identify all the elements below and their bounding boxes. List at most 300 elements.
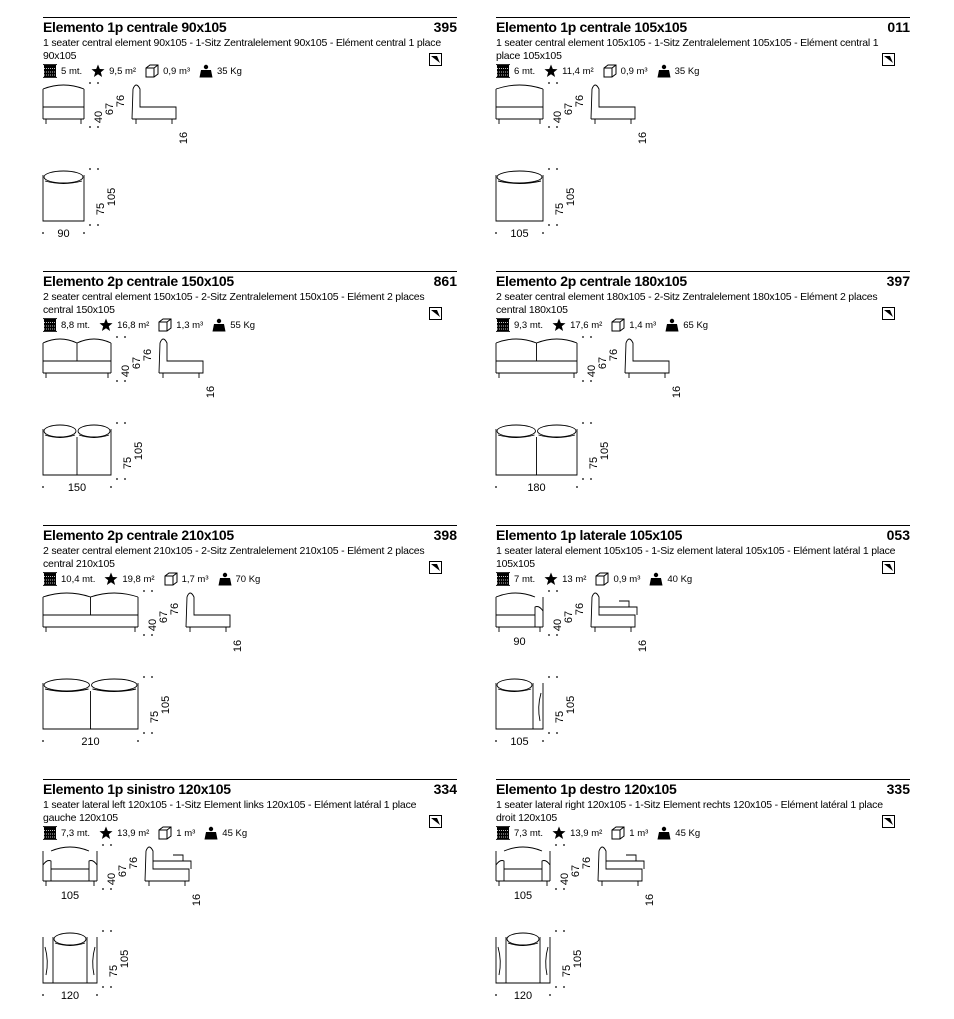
dimension-tick	[556, 590, 558, 592]
dimension-tick	[556, 82, 558, 84]
area-unit: m²	[143, 573, 155, 585]
fabric-icon	[496, 64, 510, 78]
dimension-tick	[97, 82, 99, 84]
volume-spec	[611, 826, 648, 840]
dimension-tick	[549, 994, 551, 996]
side-profile	[625, 339, 669, 373]
area-unit: m²	[138, 319, 150, 331]
dimension-tick	[124, 422, 126, 424]
header-rule	[43, 17, 457, 18]
dimension-tick	[97, 224, 99, 226]
fabric-icon	[496, 572, 510, 586]
dimension-tick	[590, 478, 592, 480]
area-spec	[544, 64, 594, 78]
plan-back-cushion	[92, 679, 138, 691]
weight-icon	[218, 572, 232, 586]
fabric-spec	[496, 318, 543, 332]
side-legs	[190, 627, 226, 632]
side-profile	[598, 847, 642, 881]
product-code: 861	[433, 273, 457, 289]
side-legs	[595, 627, 631, 632]
product-description: 2 seater central element 150x105 - 2-Sitz Zentralelement 150x105 - Elément 2 places central 150x105	[43, 291, 425, 316]
dim-width: 120	[60, 990, 80, 1002]
dimension-tick	[151, 634, 153, 636]
dim-width: 150	[67, 482, 87, 494]
check-symbol-icon	[429, 53, 442, 66]
product-card	[496, 271, 910, 511]
header-rule	[43, 271, 457, 272]
fabric-unit: mt.	[76, 319, 91, 331]
dimension-tick	[102, 986, 104, 988]
volume-spec	[603, 64, 648, 78]
technical-drawing	[43, 845, 303, 1002]
front-legs	[499, 373, 574, 378]
dimension-tick	[124, 380, 126, 382]
dimension-tick	[110, 888, 112, 890]
front-back-cushion	[537, 339, 578, 343]
technical-drawing	[496, 83, 756, 240]
dimension-tick	[556, 732, 558, 734]
fabric-value: 7,3	[514, 827, 528, 839]
volume-unit: m³	[184, 827, 196, 839]
front-arm-right	[535, 607, 543, 628]
fabric-value: 7	[514, 573, 520, 585]
dim-back-height: 76	[608, 348, 620, 362]
area-value: 13,9	[117, 827, 136, 839]
area-spec	[104, 572, 154, 586]
dimension-tick	[116, 478, 118, 480]
dimension-tick	[89, 168, 91, 170]
dim-seat-height: 40	[559, 872, 571, 886]
dim-total-depth: 105	[106, 187, 118, 207]
product-title: Elemento 1p destro 120x105	[496, 781, 677, 797]
front-back-cushion	[43, 593, 91, 597]
dim-seat-height: 40	[552, 618, 564, 632]
front-legs	[499, 627, 540, 632]
fabric-spec	[43, 572, 95, 586]
front-sides	[43, 89, 84, 119]
area-unit: m²	[591, 319, 603, 331]
area-value: 11,4	[562, 65, 580, 77]
fabric-value: 6	[514, 65, 520, 77]
front-legs	[46, 881, 94, 886]
area-value: 13	[562, 573, 573, 585]
fabric-spec	[43, 64, 82, 78]
dimension-tick	[548, 224, 550, 226]
dimension-tick	[89, 82, 91, 84]
volume-spec	[158, 318, 203, 332]
star-icon	[91, 64, 105, 78]
side-profile	[145, 847, 189, 881]
dimension-tick	[563, 930, 565, 932]
plan-back-cushion	[497, 171, 542, 183]
box-icon	[611, 318, 625, 332]
star-icon	[552, 318, 566, 332]
fabric-unit: mt.	[82, 573, 96, 585]
dimension-tick	[143, 634, 145, 636]
area-value: 19,8	[122, 573, 141, 585]
fabric-unit: mt.	[521, 65, 536, 77]
check-symbol-icon	[882, 815, 895, 828]
front-arm-right	[542, 861, 550, 882]
weight-unit: Kg	[230, 65, 242, 77]
dimension-tick	[97, 126, 99, 128]
volume-value: 0,9	[613, 573, 627, 585]
side-legs	[136, 119, 172, 124]
dim-seat-depth: 75	[554, 202, 566, 216]
dim-total-depth: 105	[565, 695, 577, 715]
dimension-tick	[89, 224, 91, 226]
dimension-tick	[582, 478, 584, 480]
fabric-value: 10,4	[61, 573, 80, 585]
dim-back-height: 76	[574, 602, 586, 616]
dim-seat-depth: 75	[588, 456, 600, 470]
weight-spec	[218, 572, 261, 586]
front-back-cushion	[77, 339, 111, 343]
technical-drawing	[496, 337, 756, 494]
volume-spec	[158, 826, 195, 840]
dimension-tick	[590, 422, 592, 424]
dim-arm-height: 67	[597, 356, 609, 370]
dimension-tick	[548, 590, 550, 592]
fabric-icon	[496, 826, 510, 840]
dim-seat-depth: 75	[95, 202, 107, 216]
dim-width: 210	[81, 736, 100, 748]
plan-back-cushion	[54, 933, 86, 945]
front-legs	[499, 119, 540, 124]
front-arm-left	[43, 861, 51, 882]
dimension-tick	[143, 732, 145, 734]
dim-total-depth: 105	[133, 441, 145, 461]
volume-value: 0,9	[620, 65, 634, 77]
dim-seat-height: 40	[93, 110, 105, 124]
header-rule	[43, 525, 457, 526]
weight-icon	[199, 64, 213, 78]
dim-inner-width: 90	[513, 636, 526, 648]
product-code: 334	[433, 781, 457, 797]
product-description: 1 seater central element 90x105 - 1-Sitz Zentralelement 90x105 - Elément central 1 place 90x105	[43, 37, 441, 62]
product-title: Elemento 1p laterale 105x105	[496, 527, 683, 543]
side-legs	[629, 373, 665, 378]
side-legs	[163, 373, 199, 378]
plan-back-cushion	[78, 425, 110, 437]
weight-icon	[212, 318, 226, 332]
side-legs	[595, 119, 631, 124]
dim-back-height: 76	[581, 856, 593, 870]
area-value: 13,9	[570, 827, 589, 839]
technical-drawing	[496, 845, 756, 1002]
area-spec	[99, 826, 149, 840]
weight-value: 70	[235, 573, 247, 585]
front-legs	[46, 119, 81, 124]
technical-drawing	[496, 591, 756, 748]
area-unit: m²	[575, 573, 587, 585]
product-title: Elemento 1p sinistro 120x105	[43, 781, 231, 797]
fabric-icon	[496, 318, 510, 332]
product-code: 335	[886, 781, 910, 797]
volume-value: 0,9	[163, 65, 177, 77]
dimension-tick	[556, 126, 558, 128]
fabric-value: 8,8	[61, 319, 75, 331]
area-unit: m²	[138, 827, 150, 839]
volume-value: 1,4	[629, 319, 643, 331]
header-rule	[43, 779, 457, 780]
product-description: 1 seater lateral right 120x105 - 1-Sitz Element rechts 120x105 - Elément latéral 1 place droit 120x105	[496, 799, 883, 824]
dimension-tick	[116, 422, 118, 424]
plan-arm-right	[540, 937, 548, 983]
product-title: Elemento 1p centrale 105x105	[496, 19, 687, 35]
area-unit: m²	[582, 65, 594, 77]
side-profile	[591, 593, 635, 627]
front-back-cushion	[43, 339, 77, 343]
area-unit: m²	[591, 827, 603, 839]
area-spec	[91, 64, 136, 78]
plan-back-cushion	[44, 171, 83, 183]
dimension-tick	[590, 336, 592, 338]
front-back-cushion	[43, 85, 84, 89]
product-code: 011	[887, 19, 910, 35]
box-icon	[158, 826, 172, 840]
dimension-tick	[548, 732, 550, 734]
plan-back-cushion	[538, 425, 577, 437]
front-sides	[496, 597, 543, 627]
dimension-tick	[556, 676, 558, 678]
weight-icon	[665, 318, 679, 332]
dimension-tick	[42, 994, 44, 996]
dim-arm-height: 67	[131, 356, 143, 370]
dimension-tick	[555, 888, 557, 890]
dimension-tick	[495, 232, 497, 234]
product-description: 2 seater central element 210x105 - 2-Sitz Zentralelement 210x105 - Elément 2 places central 210x105	[43, 545, 425, 570]
dim-inner-width: 105	[60, 890, 80, 902]
product-title: Elemento 2p centrale 210x105	[43, 527, 234, 543]
dim-leg-height: 16	[637, 131, 649, 145]
dimension-tick	[563, 888, 565, 890]
dim-seat-depth: 75	[554, 710, 566, 724]
weight-spec	[199, 64, 242, 78]
spec-row	[496, 64, 708, 78]
dim-arm-height: 67	[563, 610, 575, 624]
technical-drawing	[43, 337, 303, 494]
dimension-tick	[42, 486, 44, 488]
volume-spec	[145, 64, 190, 78]
dimension-tick	[83, 232, 85, 234]
header-rule	[496, 779, 910, 780]
dimension-tick	[143, 590, 145, 592]
volume-spec	[595, 572, 640, 586]
header-rule	[496, 17, 910, 18]
plan-back-cushion	[44, 425, 76, 437]
dim-width: 120	[513, 990, 533, 1002]
spec-row	[43, 64, 251, 78]
volume-value: 1,3	[176, 319, 190, 331]
check-symbol-icon	[882, 307, 895, 320]
product-code: 397	[886, 273, 910, 289]
technical-drawing	[43, 83, 303, 240]
volume-unit: m³	[178, 65, 191, 77]
volume-unit: m³	[636, 65, 648, 77]
dim-total-depth: 105	[599, 441, 611, 461]
dim-arm-height: 67	[570, 864, 582, 878]
weight-icon	[204, 826, 218, 840]
dim-leg-height: 16	[205, 385, 217, 399]
weight-icon	[649, 572, 663, 586]
dimension-tick	[495, 740, 497, 742]
spec-row	[43, 318, 264, 332]
side-arm	[153, 855, 191, 869]
volume-unit: m³	[629, 573, 641, 585]
box-icon	[164, 572, 178, 586]
weight-unit: Kg	[696, 319, 709, 331]
dim-width: 180	[527, 482, 546, 494]
area-spec	[552, 826, 602, 840]
volume-unit: m³	[637, 827, 649, 839]
star-icon	[544, 572, 558, 586]
weight-spec	[657, 64, 700, 78]
dim-leg-height: 16	[191, 893, 203, 907]
weight-icon	[657, 826, 671, 840]
product-card	[496, 525, 910, 765]
dim-back-height: 76	[128, 856, 140, 870]
side-arm	[606, 855, 644, 869]
area-value: 9,5	[109, 65, 123, 77]
spec-row	[496, 826, 709, 840]
dimension-tick	[548, 168, 550, 170]
volume-unit: m³	[645, 319, 657, 331]
product-code: 398	[433, 527, 457, 543]
dimension-tick	[556, 634, 558, 636]
fabric-unit: mt.	[76, 827, 91, 839]
fabric-value: 5	[61, 65, 67, 77]
volume-value: 1,7	[181, 573, 195, 585]
dim-back-height: 76	[574, 94, 586, 108]
header-rule	[496, 271, 910, 272]
dimension-tick	[495, 486, 497, 488]
dim-seat-depth: 75	[561, 964, 573, 978]
dimension-tick	[110, 844, 112, 846]
weight-unit: Kg	[688, 827, 701, 839]
volume-unit: m³	[192, 319, 204, 331]
fabric-spec	[496, 826, 543, 840]
dim-arm-height: 67	[104, 102, 116, 116]
check-symbol-icon	[429, 815, 442, 828]
dimension-tick	[563, 844, 565, 846]
product-code: 053	[886, 527, 910, 543]
side-profile	[132, 85, 176, 119]
dim-leg-height: 16	[644, 893, 656, 907]
dim-back-height: 76	[115, 94, 127, 108]
weight-value: 35	[674, 65, 686, 77]
spec-row	[43, 826, 256, 840]
side-arm	[599, 601, 637, 615]
weight-spec	[204, 826, 247, 840]
dimension-tick	[495, 994, 497, 996]
spec-row	[496, 318, 717, 332]
fabric-icon	[43, 572, 57, 586]
plan-back-cushion	[44, 679, 90, 691]
dim-arm-height: 67	[563, 102, 575, 116]
dimension-tick	[151, 590, 153, 592]
header-rule	[496, 525, 910, 526]
dimension-tick	[102, 844, 104, 846]
dim-leg-height: 16	[671, 385, 683, 399]
side-legs	[149, 881, 185, 886]
dimension-tick	[548, 82, 550, 84]
star-icon	[99, 318, 113, 332]
weight-unit: Kg	[687, 65, 700, 77]
dimension-tick	[116, 336, 118, 338]
dim-leg-height: 16	[232, 639, 244, 653]
front-back-cushion	[504, 847, 542, 851]
box-icon	[611, 826, 625, 840]
box-icon	[145, 64, 159, 78]
dimension-tick	[89, 126, 91, 128]
fabric-value: 7,3	[61, 827, 75, 839]
fabric-icon	[43, 826, 57, 840]
side-legs	[602, 881, 638, 886]
dimension-tick	[582, 336, 584, 338]
dimension-tick	[556, 168, 558, 170]
weight-value: 35	[217, 65, 228, 77]
front-arm-right	[89, 861, 97, 882]
product-description: 1 seater lateral element 105x105 - 1-Siz element lateral 105x105 - Elément latéral 1 place 105x105	[496, 545, 896, 570]
dimension-tick	[102, 930, 104, 932]
area-value: 16,8	[117, 319, 136, 331]
dim-total-depth: 105	[160, 695, 172, 715]
product-title: Elemento 1p centrale 90x105	[43, 19, 227, 35]
star-icon	[552, 826, 566, 840]
product-title: Elemento 2p centrale 150x105	[43, 273, 234, 289]
weight-value: 40	[667, 573, 678, 585]
weight-icon	[657, 64, 671, 78]
area-spec	[552, 318, 602, 332]
dim-arm-height: 67	[117, 864, 129, 878]
fabric-value: 9,3	[514, 319, 528, 331]
weight-spec	[649, 572, 692, 586]
fabric-unit: mt.	[521, 573, 536, 585]
fabric-unit: mt.	[68, 65, 83, 77]
plan-back-cushion	[507, 933, 539, 945]
dimension-tick	[96, 994, 98, 996]
dimension-tick	[555, 844, 557, 846]
dim-seat-height: 40	[106, 872, 118, 886]
fabric-unit: mt.	[529, 827, 544, 839]
dimension-tick	[576, 486, 578, 488]
plan-arm-left	[45, 937, 53, 983]
product-card	[43, 525, 457, 765]
front-back-cushion	[91, 593, 139, 597]
product-description: 2 seater central element 180x105 - 2-Sitz Zentralelement 180x105 - Elément 2 places central 180x105	[496, 291, 878, 316]
dim-arm-height: 67	[158, 610, 170, 624]
weight-spec	[657, 826, 700, 840]
fabric-spec	[43, 318, 90, 332]
dim-seat-height: 40	[586, 364, 598, 378]
fabric-spec	[43, 826, 90, 840]
fabric-unit: mt.	[529, 319, 544, 331]
side-profile	[186, 593, 230, 627]
dimension-tick	[124, 478, 126, 480]
product-card	[43, 17, 457, 257]
weight-value: 65	[683, 319, 694, 331]
dimension-tick	[42, 232, 44, 234]
product-title: Elemento 2p centrale 180x105	[496, 273, 687, 289]
front-legs	[46, 627, 135, 632]
weight-unit: Kg	[243, 319, 256, 331]
volume-unit: m³	[197, 573, 209, 585]
fabric-spec	[496, 64, 535, 78]
check-symbol-icon	[429, 307, 442, 320]
fabric-icon	[43, 64, 57, 78]
